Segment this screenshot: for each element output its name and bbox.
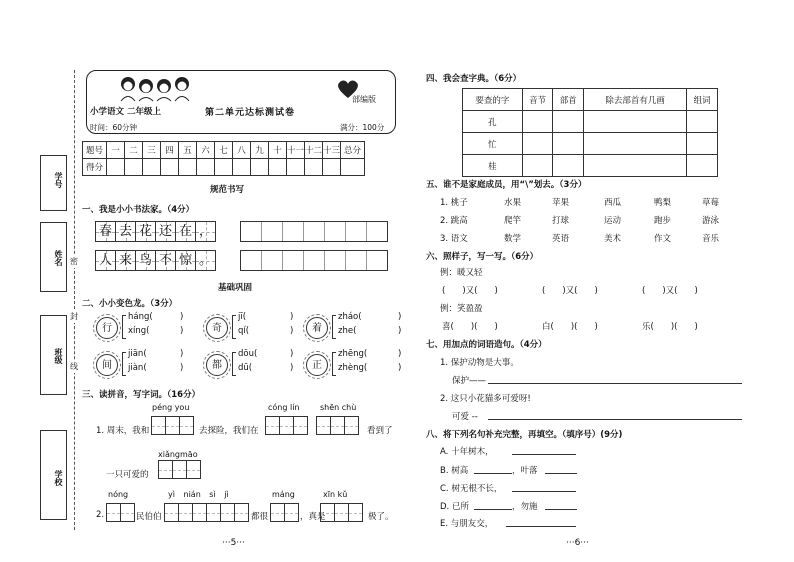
tian-cell [115,221,136,242]
sentence-2-mid: 民伯伯 [136,512,162,522]
score-cell[interactable] [161,159,179,176]
family-word[interactable]: 游泳 [702,216,720,226]
score-cell[interactable] [143,159,161,176]
score-cell[interactable] [107,159,125,176]
dictionary-header-cell: 要查的字 [463,89,523,111]
score-row-label: 得分 [83,159,107,176]
edition-label: 部编版 [352,95,376,104]
dictionary-header-row [463,89,718,111]
score-cell[interactable] [179,159,197,176]
question-7: 七、用加点的词语造句。（4分） [426,340,547,350]
word-blank[interactable]: ) [290,363,294,373]
sentence-answer-2-line[interactable] [488,419,742,420]
dictionary-header-cell: 部首 [553,89,584,111]
pinyin-xinku: xīn kǔ [323,490,348,499]
answer-xinku[interactable] [320,503,362,522]
lookup-character: 忙 [463,133,523,155]
family-word[interactable]: 2. 跳高 [440,216,468,226]
page-number-left: ···5··· [222,538,245,548]
tian-cell [175,221,196,242]
family-word[interactable]: 草莓 [702,198,720,208]
dictionary-answer-cell[interactable] [522,155,553,177]
score-header-cell: 十三 [323,142,341,159]
family-word[interactable]: 西瓜 [604,198,622,208]
pinyin-option: zháo( [338,312,362,322]
dictionary-header-cell: 音节 [522,89,553,111]
pattern-blank[interactable]: ( )又( ) [442,286,498,296]
score-header-cell: 八 [233,142,251,159]
writing-grid-1[interactable] [240,221,388,242]
tian-cell [135,250,156,271]
student-number-label: 学号 [54,172,63,188]
page-number-right: ···6··· [566,538,589,548]
tian-cell [175,250,196,271]
score-row-scores [83,159,365,176]
answer-xiongmao[interactable] [158,460,200,479]
word-blank[interactable]: ) [180,349,184,359]
pinyin-conglin: cóng lín [268,403,300,412]
pattern-blank[interactable]: ( )又( ) [642,286,698,296]
family-word[interactable]: 英语 [552,234,570,244]
quote-b-mid: ，叶落 [512,466,538,476]
seal-word-xian: 线 [70,362,78,371]
binding-dashed-line [74,70,75,530]
sentence-2-mid3: ，真是 [300,512,326,522]
quote-e-blank[interactable] [506,526,576,527]
model-character: 不 [158,253,172,268]
dictionary-table [462,88,718,177]
tian-cell [195,250,216,271]
school-label: 学校 [54,470,63,486]
class-label: 班级 [54,348,63,364]
quote-d-mid: ，勿施 [512,502,538,512]
pinyin-option: jiàn( [128,363,147,373]
word-blank[interactable]: ) [398,326,402,336]
question-3: 三、读拼音，写字词。（16分） [82,390,201,400]
score-header-cell: 十 [269,142,287,159]
sentence-2-post: 极了。 [368,512,394,522]
dictionary-answer-cell[interactable] [553,111,584,133]
answer-shenchu[interactable] [316,416,358,435]
question-1: 一、我是小小书法家。（4分） [82,205,195,215]
dictionary-answer-cell[interactable] [584,111,687,133]
quote-e-label: E. 与朋友交， [440,519,494,529]
writing-grid-2[interactable] [240,250,388,271]
copy-line-2 [95,250,215,271]
tian-cell [115,250,136,271]
flower-character: 奇 [206,317,228,339]
question-4: 四、我会查字典。（6分） [426,74,522,84]
score-cell[interactable] [269,159,287,176]
score-cell[interactable] [305,159,323,176]
dictionary-row [463,111,718,133]
score-header-cell: 三 [143,142,161,159]
subject-label: 小学语文 二年级上 [90,107,161,117]
sentence-answer-1-label: 保护—— [452,376,487,386]
score-header-cell: 六 [197,142,215,159]
quote-d-blank-1[interactable] [474,509,512,510]
score-cell[interactable] [215,159,233,176]
score-cell[interactable] [197,159,215,176]
quote-c-label: C. 树无根不长， [440,484,503,494]
flower-character: 都 [206,354,228,376]
seal-word-feng: 封 [70,312,78,321]
quote-a-label: A. 十年树木， [440,447,494,457]
score-header-cell: 九 [251,142,269,159]
family-word[interactable]: 苹果 [552,198,570,208]
dictionary-answer-cell[interactable] [584,155,687,177]
brace [122,315,126,339]
page-title: 第二单元达标测试卷 [205,108,296,118]
example-1: 例：暖又轻 [440,268,483,278]
pattern-blank[interactable]: 喜( )( ) [442,322,498,332]
total-score-label: 满分：100分 [340,123,385,132]
family-word[interactable]: 运动 [604,216,622,226]
score-cell[interactable] [251,159,269,176]
word-blank[interactable]: ) [398,363,402,373]
score-header-cell: 四 [161,142,179,159]
flower-character: 间 [96,354,118,376]
score-header-cell: 题号 [83,142,107,159]
dictionary-answer-cell[interactable] [553,133,584,155]
score-cell[interactable] [323,159,341,176]
pinyin-shenchu: shēn chù [320,403,357,412]
score-row-numbers [83,142,365,159]
flower-character: 行 [96,317,118,339]
question-6: 六、照样子，写一写。（6分） [426,252,539,262]
pinyin-nong: nóng [108,490,129,499]
sentence-1-pre: 1. 周末，我和 [96,426,150,436]
word-blank[interactable]: ) [398,312,402,322]
dictionary-row [463,133,718,155]
word-blank[interactable]: ) [290,349,294,359]
heading-writing: 规范书写 [210,185,245,195]
lookup-character: 桂 [463,155,523,177]
model-character: 去 [118,224,132,239]
quote-c-blank[interactable] [512,491,576,492]
quote-b-blank-2[interactable] [545,473,577,474]
sentence-1-mid: 去探险，我们在 [199,426,259,436]
quote-a-blank[interactable] [512,454,576,455]
tian-cell [155,250,176,271]
brace [122,352,126,376]
name-label: 姓名 [54,250,63,266]
sentence-2-mid2: 都很 [251,512,269,522]
word-blank[interactable]: ) [180,312,184,322]
score-cell[interactable] [233,159,251,176]
lookup-character: 孔 [463,111,523,133]
sentence-prompt-2: 2. 这只小花猫多可爱呀! [440,394,531,404]
brace [332,315,336,339]
tian-cell [155,221,176,242]
pinyin-option: zhèng( [338,363,368,373]
children-illustration [118,74,198,102]
heading-basic: 基础巩固 [218,283,253,293]
family-word[interactable]: 美术 [604,234,622,244]
dictionary-answer-cell[interactable] [687,155,718,177]
quote-b-label: B. 树高 [440,466,469,476]
model-character: 人 [98,253,112,268]
sentence-answer-1-line[interactable] [488,383,742,384]
pinyin-yinian-siji: yì nián sì jì [168,490,229,499]
pinyin-xiongmao: xiǎngmāo [158,450,198,459]
flower-character: 着 [306,317,328,339]
score-header-cell: 十二 [305,142,323,159]
tian-cell [95,250,116,271]
pinyin-option: zhēng( [338,349,368,359]
model-character: 惊 [178,253,192,268]
family-word[interactable]: 作文 [654,234,672,244]
dictionary-answer-cell[interactable] [584,133,687,155]
tian-cell [195,221,216,242]
dictionary-row [463,155,718,177]
quote-d-blank-2[interactable] [545,509,577,510]
question-2: 二、小小变色龙。（3分） [82,299,178,309]
sentence-2-pre: 2. [96,510,105,520]
copy-line-1 [95,221,215,242]
pinyin-option: qí( [238,326,250,336]
model-character: 春 [98,224,112,239]
pinyin-option: dōu( [238,349,258,359]
model-character: ， [198,224,212,239]
family-word[interactable]: 水果 [504,198,522,208]
score-header-cell: 七 [215,142,233,159]
score-table [82,141,365,176]
question-5: 五、谁不是家庭成员，用“\”划去。（3分） [426,180,587,190]
model-character: 。 [198,253,212,268]
word-blank[interactable]: ) [398,349,402,359]
pattern-blank[interactable]: ( )又( ) [542,286,598,296]
pattern-blank[interactable]: 白( )( ) [542,322,598,332]
score-header-cell: 二 [125,142,143,159]
dictionary-answer-cell[interactable] [687,133,718,155]
example-2: 例：笑盈盈 [440,304,483,314]
answer-mang[interactable] [270,503,298,522]
dictionary-answer-cell[interactable] [553,155,584,177]
dictionary-header-cell: 组词 [687,89,718,111]
quote-b-blank-1[interactable] [474,473,512,474]
model-character: 鸟 [138,253,152,268]
tian-cell [95,221,116,242]
answer-yinian-siji[interactable] [164,503,248,522]
family-word[interactable]: 数学 [504,234,522,244]
model-character: 还 [158,224,172,239]
dictionary-answer-cell[interactable] [522,133,553,155]
dictionary-header-cell: 除去部首有几画 [584,89,687,111]
model-character: 花 [138,224,152,239]
sentence-1-line2: 一只可爱的 [106,470,149,480]
family-word[interactable]: 1. 桃子 [440,198,468,208]
answer-pengyou[interactable] [151,416,193,435]
model-character: 来 [118,253,132,268]
pinyin-option: dū( [238,363,253,373]
time-label: 时间：60分钟 [90,123,138,132]
model-character: 在 [178,224,192,239]
word-blank[interactable]: ) [290,312,294,322]
word-blank[interactable]: ) [180,326,184,336]
family-word[interactable]: 打球 [552,216,570,226]
score-header-cell: 总分 [341,142,365,159]
family-word[interactable]: 鸭梨 [654,198,672,208]
word-blank[interactable]: ) [180,363,184,373]
pinyin-mang: máng [272,490,295,499]
pattern-blank[interactable]: 乐( )( ) [642,322,698,332]
family-word[interactable]: 音乐 [702,234,720,244]
score-header-cell: 十一 [287,142,305,159]
question-8: 八、将下列名句补充完整，再填空。（填序号）(9分) [426,430,623,440]
pinyin-option: háng( [128,312,153,322]
family-word[interactable]: 3. 语文 [440,234,468,244]
score-cell[interactable] [341,159,365,176]
pinyin-option: zhe( [338,326,357,336]
score-cell[interactable] [125,159,143,176]
sentence-answer-2-label: 可爱 -- [452,412,478,422]
tian-cell [135,221,156,242]
answer-nong[interactable] [106,503,134,522]
flower-character: 正 [306,354,328,376]
sentence-1-post: 看到了 [367,426,393,436]
sentence-prompt-1: 1. 保护动物是大事。 [440,358,519,368]
dictionary-answer-cell[interactable] [522,111,553,133]
answer-conglin[interactable] [265,416,307,435]
pinyin-option: jiān( [128,349,147,359]
family-word[interactable]: 跑步 [654,216,672,226]
brace [232,352,236,376]
seal-word-mi: 密 [70,257,78,266]
brace [332,352,336,376]
family-word[interactable]: 爬竿 [504,216,522,226]
word-blank[interactable]: ) [290,326,294,336]
pinyin-option: jī( [238,312,247,322]
score-header-cell: 一 [107,142,125,159]
pinyin-pengyou: péng you [152,403,190,412]
brace [232,315,236,339]
score-header-cell: 五 [179,142,197,159]
dictionary-answer-cell[interactable] [687,111,718,133]
score-cell[interactable] [287,159,305,176]
pinyin-option: xíng( [128,326,150,336]
quote-d-label: D. 已所 [440,502,469,512]
